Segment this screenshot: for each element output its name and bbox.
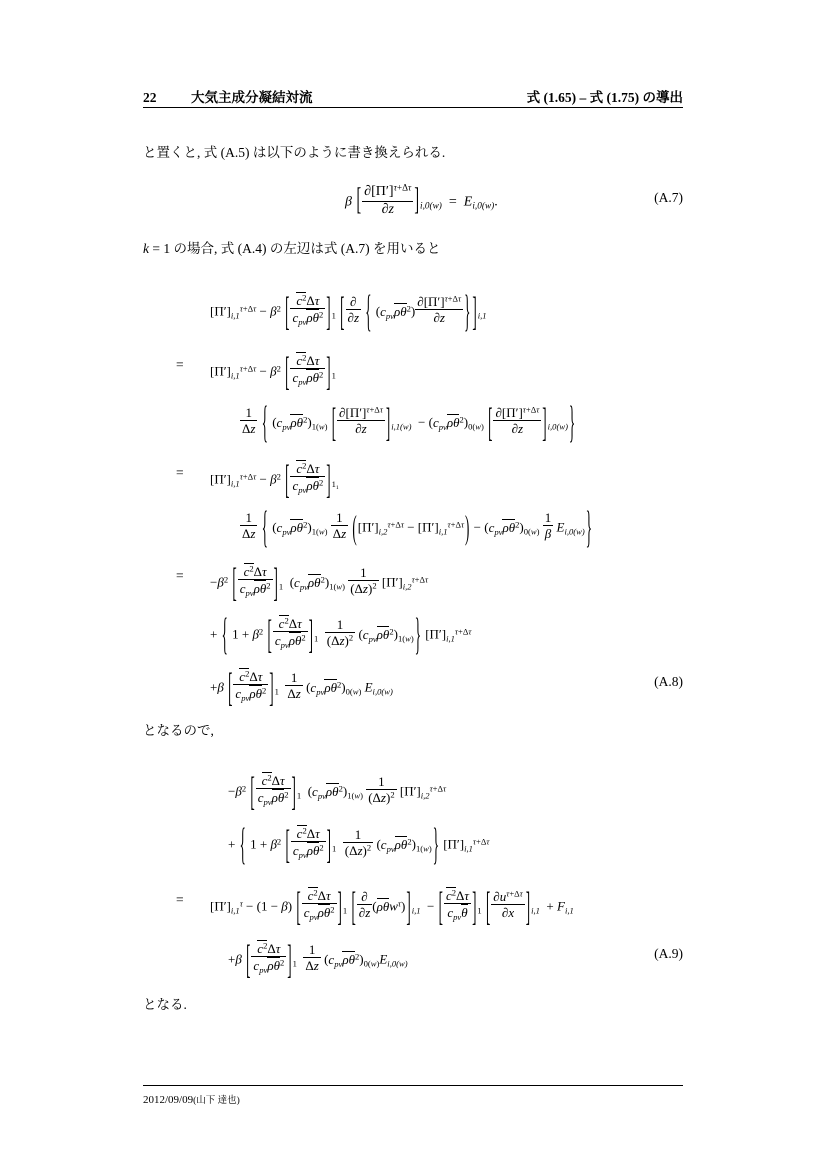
header-left: [143, 86, 313, 106]
paragraph-3: となるので,: [143, 723, 214, 738]
equation-a8-equals-3: =: [176, 568, 184, 583]
header-right-title: 式 (1.65) – 式 (1.75) の導出: [526, 90, 683, 105]
equation-a8-line-1: $[\Pi']_{i,1}^{\tau+\Delta\tau} - \beta^2$ [ $\frac{c^2\Delta\tau}{c_{pv}\rho\theta^2}$ ]$_1$ [ $\frac{\partial}{\partial z}$ { $(c_{pv}\rho\theta^2)$ $\frac{\partial[\Pi']^{\tau+\Delta\tau}}{\partial z}$ } ]$_{i,1}$: [210, 284, 487, 336]
page-footer: [143, 1092, 240, 1106]
equation-a9-line-3: $[\Pi']_{i,1}^\tau - (1 - \beta)$ [ $\frac{c^2\Delta\tau}{c_{pv}\rho\theta^2}$ ]$_1$ [ $\frac{\partial}{\partial z}$ $(\rho\theta w^\tau)]_{i,1}$ − [ $\frac{c^2\Delta\tau}{c_{pv}\theta}$ ]$_1$ [ $\frac{\partial u^{\tau+\Delta\tau}}{\partial x}$ ]$_{i,1} + F_{i,1}$: [210, 881, 574, 929]
equation-a8-line-8: +β [ $\frac{c^2\Delta\tau}{c_{pv}\rho\theta^2}$ ]$_1$ $\frac{1}{\Delta z}$ $(c_{pv}\rho\theta^2)_{0(w)}$ $E_{i,0(w)}$: [210, 662, 393, 710]
equation-a8-line-6: $-\beta^2$ [ $\frac{c^2\Delta\tau}{c_{pv}\rho\theta^2}$ ]$_1$ $(c_{pv}\rho\theta^2)_{1(w)}$ $\frac{1}{(\Delta z)^2}$ $[\Pi']_{i,2}^{\tau+\Delta\tau}$: [210, 557, 429, 605]
equation-number-a8: (A.8): [654, 674, 683, 689]
equation-a8-line-4: $[\Pi']_{i,1}^{\tau+\Delta\tau} - \beta^2$ [ $\frac{c^2\Delta\tau}{c_{pv}\rho\theta^2}$ ]$_{1_1}$: [210, 454, 339, 502]
paragraph-4: となる.: [143, 997, 187, 1012]
equation-a7: β [ $\frac{\partial[\Pi']^{\tau+\Delta\tau}}{\partial z}$ ]$_{i,0(w)} = E_{i,0(w)}$.: [345, 182, 498, 219]
equation-a9-line-4: +β [ $\frac{c^2\Delta\tau}{c_{pv}\rho\theta^2}$ ]$_1$ $\frac{1}{\Delta z}$ $(c_{pv}\rho\theta^2)_{0(w)}E_{i,0(w)}$: [228, 934, 408, 982]
page-number: 22: [143, 90, 157, 105]
footer-date: 2012/09/09: [143, 1094, 194, 1106]
equation-a8-equals-2: =: [176, 465, 184, 480]
equation-number-a7: (A.7): [654, 190, 683, 205]
equation-a9-line-1: $-\beta^2$ [ $\frac{c^2\Delta\tau}{c_{pv}\rho\theta^2}$ ]$_1$ $(c_{pv}\rho\theta^2)_{1(w)}$ $\frac{1}{(\Delta z)^2}$ $[\Pi']_{i,2}^{\tau+\Delta\tau}$: [228, 766, 447, 814]
header-rule: [143, 107, 683, 108]
equation-a9-line-2: + { $1 + \beta^2$ [ $\frac{c^2\Delta\tau}{c_{pv}\rho\theta^2}$ ]$_1$ $\frac{1}{(\Delta z)^2}$ $(c_{pv}\rho\theta^2)_{1(w)}$} $[\Pi']_{i,1}^{\tau+\Delta\tau}$: [228, 817, 490, 869]
paragraph-2: k = 1 の場合, 式 (A.4) の左辺は式 (A.7) を用いると: [143, 241, 441, 256]
equation-number-a9: (A.9): [654, 946, 683, 961]
footer-rule: [143, 1085, 683, 1086]
header-left-title: 大気主成分凝結対流: [191, 90, 313, 105]
equation-a8-line-3: $\frac{1}{\Delta z}$ { $(c_{pv}\rho\theta^2)_{1(w)}$ [ $\frac{\partial[\Pi']^{\tau+\Delta\tau}}{\partial z}$ ]$_{i,1(w)} - (c_{pv}\rho\theta^2)_{0(w)}$ [ $\frac{\partial[\Pi']^{\tau+\Delta\tau}}{\partial z}$ ]$_{i,0(w)}$}: [242, 395, 576, 447]
paragraph-1: と置くと, 式 (A.5) は以下のように書き換えられる.: [143, 145, 446, 160]
equation-a8-line-2: $[\Pi']_{i,1}^{\tau+\Delta\tau} - \beta^2$ [ $\frac{c^2\Delta\tau}{c_{pv}\rho\theta^2}$ ]$_1$: [210, 346, 336, 394]
equation-a9-equals: =: [176, 892, 184, 907]
equation-a8-line-7: + { $1 + \beta^2$ [ $\frac{c^2\Delta\tau}{c_{pv}\rho\theta^2}$ ]$_1$ $\frac{1}{(\Delta z)^2}$ $(c_{pv}\rho\theta^2)_{1(w)}$} $[\Pi']_{i,1}^{\tau+\Delta\tau}$: [210, 607, 472, 659]
equation-a8-line-5: $\frac{1}{\Delta z}$ { $(c_{pv}\rho\theta^2)_{1(w)}$ $\frac{1}{\Delta z}$ $([\Pi']_{i,2}^{\tau+\Delta\tau} - [\Pi']_{i,1}^{\tau+\Delta\tau}) - (c_{pv}\rho\theta^2)_{0(w)}$ $\frac{1}{\beta}$ $E_{i,0(w)}$}: [242, 500, 592, 552]
footer-author: (山下 達也): [193, 1096, 240, 1106]
equation-a8-equals-1: =: [176, 357, 184, 372]
